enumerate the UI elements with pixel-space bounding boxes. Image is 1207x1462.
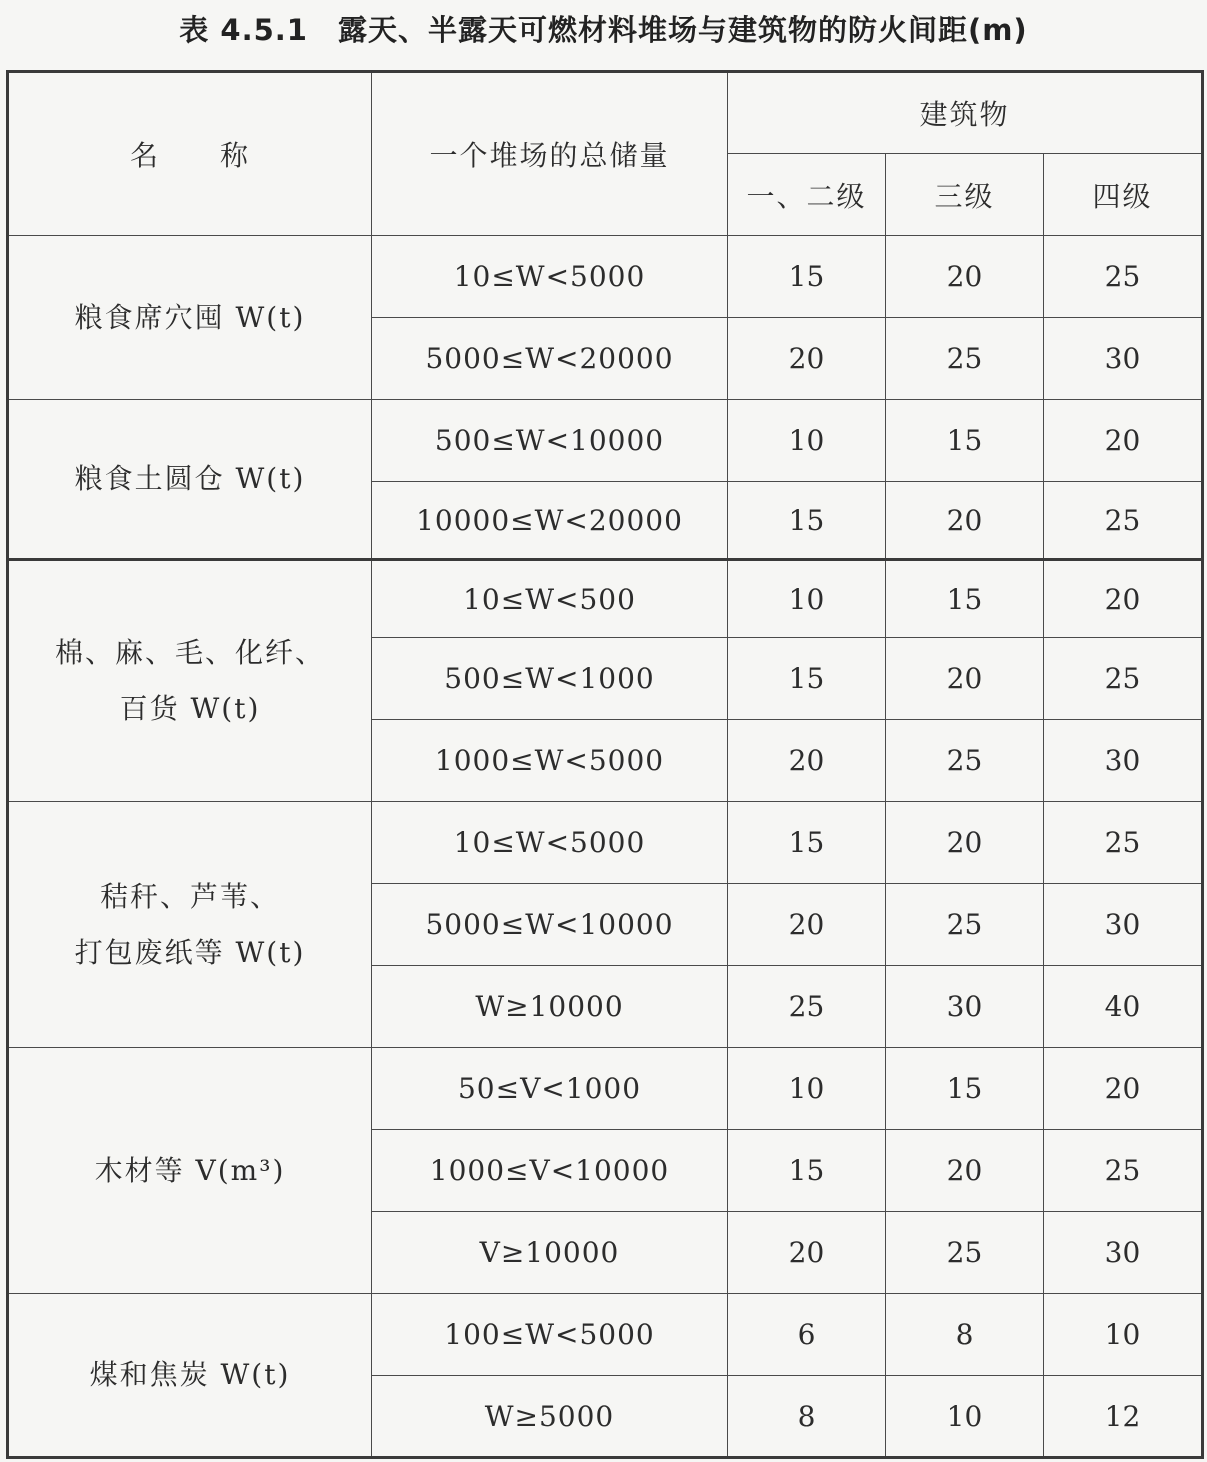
capacity-range: W≥5000 [372,1376,728,1458]
group-name: 粮食土圆仓 W(t) [8,400,372,560]
group-name-line: 百货 W(t) [119,692,261,725]
distance-grade-3: 15 [886,400,1044,482]
capacity-range: 500≤W<10000 [372,400,728,482]
header-grade-4: 四级 [1044,154,1203,236]
group-name-line: 棉、麻、毛、化纤、 [54,636,325,669]
distance-grade-3: 8 [886,1294,1044,1376]
capacity-range: 100≤W<5000 [372,1294,728,1376]
distance-grade-4: 25 [1044,1130,1203,1212]
header-grade-3: 三级 [886,154,1044,236]
capacity-range: 1000≤W<5000 [372,720,728,802]
distance-grade-3: 25 [886,318,1044,400]
distance-grade-4: 25 [1044,802,1203,884]
distance-grade-4: 40 [1044,966,1203,1048]
distance-grade-4: 20 [1044,400,1203,482]
distance-grade-1-2: 15 [728,482,886,560]
distance-grade-4: 30 [1044,720,1203,802]
distance-grade-4: 12 [1044,1376,1203,1458]
distance-grade-4: 30 [1044,1212,1203,1294]
distance-grade-1-2: 15 [728,638,886,720]
distance-grade-3: 25 [886,720,1044,802]
capacity-range: 1000≤V<10000 [372,1130,728,1212]
distance-grade-4: 25 [1044,638,1203,720]
fire-distance-table [6,70,1204,1459]
distance-grade-4: 30 [1044,884,1203,966]
distance-grade-3: 30 [886,966,1044,1048]
distance-grade-3: 10 [886,1376,1044,1458]
group-name-line: 打包废纸等 W(t) [74,935,306,969]
distance-grade-1-2: 10 [728,1048,886,1130]
capacity-range: 10≤W<5000 [372,802,728,884]
group-name [8,560,372,802]
distance-grade-1-2: 25 [728,966,886,1048]
distance-grade-3: 20 [886,638,1044,720]
group-name: 粮食席穴囤 W(t) [8,236,372,400]
distance-grade-1-2: 15 [728,236,886,318]
distance-grade-1-2: 20 [728,884,886,966]
capacity-range: 10≤W<5000 [372,236,728,318]
group-name [8,802,372,1048]
group-name: 木材等 V(m³) [8,1048,372,1294]
distance-grade-3: 20 [886,236,1044,318]
header-grade-1-2: 一、二级 [728,154,886,236]
distance-grade-1-2: 20 [728,720,886,802]
header-capacity: 一个堆场的总储量 [372,72,728,236]
capacity-range: 5000≤W<20000 [372,318,728,400]
distance-grade-3: 15 [886,560,1044,638]
capacity-range: 50≤V<1000 [372,1048,728,1130]
group-name: 煤和焦炭 W(t) [8,1294,372,1458]
distance-grade-3: 20 [886,482,1044,560]
distance-grade-3: 20 [886,802,1044,884]
capacity-range: V≥10000 [372,1212,728,1294]
distance-grade-1-2: 8 [728,1376,886,1458]
distance-grade-1-2: 20 [728,1212,886,1294]
distance-grade-4: 30 [1044,318,1203,400]
distance-grade-1-2: 15 [728,1130,886,1212]
distance-grade-1-2: 15 [728,802,886,884]
distance-grade-1-2: 6 [728,1294,886,1376]
distance-grade-4: 20 [1044,560,1203,638]
distance-grade-3: 25 [886,1212,1044,1294]
distance-grade-1-2: 10 [728,560,886,638]
table-title: 表 4.5.1 露天、半露天可燃材料堆场与建筑物的防火间距(m) [179,13,1028,47]
capacity-range: 5000≤W<10000 [372,884,728,966]
capacity-range: W≥10000 [372,966,728,1048]
distance-grade-1-2: 20 [728,318,886,400]
distance-grade-3: 20 [886,1130,1044,1212]
distance-grade-4: 20 [1044,1048,1203,1130]
distance-grade-1-2: 10 [728,400,886,482]
capacity-range: 500≤W<1000 [372,638,728,720]
capacity-range: 10≤W<500 [372,560,728,638]
distance-grade-3: 25 [886,884,1044,966]
distance-grade-4: 25 [1044,236,1203,318]
distance-grade-3: 15 [886,1048,1044,1130]
header-name: 名 称 [8,72,372,236]
distance-grade-4: 10 [1044,1294,1203,1376]
group-name-line: 秸秆、芦苇、 [99,879,280,913]
distance-grade-4: 25 [1044,482,1203,560]
capacity-range: 10000≤W<20000 [372,482,728,560]
header-building: 建筑物 [728,72,1203,154]
